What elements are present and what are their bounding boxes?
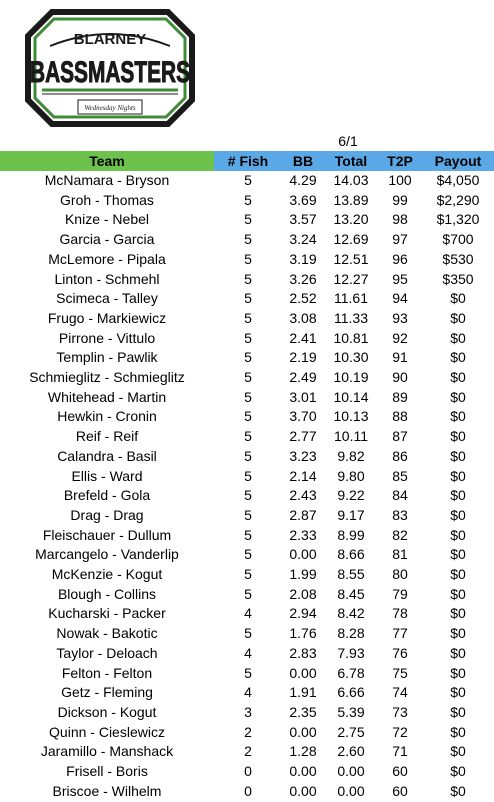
payout-cell: $1,320 bbox=[436, 211, 480, 228]
fish-count-cell: 5 bbox=[244, 329, 252, 346]
t2p-points-cell: 95 bbox=[392, 270, 408, 287]
big-bass-cell: 3.24 bbox=[289, 231, 317, 248]
big-bass-cell: 2.43 bbox=[289, 487, 317, 504]
payout-cell: $0 bbox=[450, 546, 466, 563]
big-bass-cell: 0.00 bbox=[289, 723, 317, 740]
standings-rows bbox=[0, 171, 494, 802]
t2p-points-cell: 79 bbox=[392, 585, 408, 602]
payout-cell: $0 bbox=[450, 743, 466, 760]
payout-cell: $0 bbox=[450, 526, 466, 543]
payout-cell: $0 bbox=[450, 487, 466, 504]
logo-badge-icon bbox=[20, 8, 200, 128]
table-row bbox=[0, 545, 494, 565]
team-cell: Jaramillo - Manshack bbox=[40, 743, 174, 760]
t2p-points-cell: 73 bbox=[392, 703, 408, 720]
event-date: 6/1 bbox=[338, 133, 358, 149]
table-row bbox=[0, 250, 494, 270]
header-bb: BB bbox=[282, 151, 324, 171]
team-cell: Marcangelo - Vanderlip bbox=[35, 546, 179, 563]
big-bass-cell: 2.77 bbox=[289, 428, 317, 445]
team-cell: Briscoe - Wilhelm bbox=[52, 782, 162, 799]
table-row bbox=[0, 604, 494, 624]
big-bass-cell: 3.19 bbox=[289, 250, 317, 267]
team-cell: Scimeca - Talley bbox=[56, 290, 158, 307]
table-row bbox=[0, 407, 494, 427]
big-bass-cell: 0.00 bbox=[289, 664, 317, 681]
big-bass-cell: 0.00 bbox=[289, 782, 317, 799]
logo-tagline: Wednesday Nights bbox=[84, 104, 136, 112]
big-bass-cell: 2.14 bbox=[289, 467, 317, 484]
payout-cell: $0 bbox=[450, 309, 466, 326]
table-row bbox=[0, 782, 494, 802]
fish-count-cell: 2 bbox=[244, 743, 252, 760]
fish-count-cell: 4 bbox=[244, 684, 252, 701]
big-bass-cell: 1.99 bbox=[289, 566, 317, 583]
payout-cell: $0 bbox=[450, 763, 466, 780]
total-weight-cell: 11.61 bbox=[334, 290, 368, 307]
fish-count-cell: 5 bbox=[244, 467, 252, 484]
t2p-points-cell: 72 bbox=[392, 723, 408, 740]
payout-cell: $0 bbox=[450, 467, 466, 484]
total-weight-cell: 12.69 bbox=[333, 231, 369, 248]
team-cell: Taylor - Deloach bbox=[56, 644, 158, 661]
fish-count-cell: 5 bbox=[244, 408, 252, 425]
payout-cell: $0 bbox=[450, 329, 466, 346]
t2p-points-cell: 78 bbox=[392, 605, 408, 622]
t2p-points-cell: 82 bbox=[392, 526, 408, 543]
payout-cell: $530 bbox=[442, 250, 474, 267]
payout-cell: $0 bbox=[450, 388, 466, 405]
team-cell: Nowak - Bakotic bbox=[56, 625, 158, 642]
big-bass-cell: 1.28 bbox=[289, 743, 317, 760]
fish-count-cell: 5 bbox=[244, 290, 252, 307]
big-bass-cell: 1.91 bbox=[289, 684, 317, 701]
table-row bbox=[0, 348, 494, 368]
fish-count-cell: 5 bbox=[244, 388, 252, 405]
fish-count-cell: 2 bbox=[244, 723, 252, 740]
big-bass-cell: 2.19 bbox=[289, 349, 317, 366]
t2p-points-cell: 76 bbox=[392, 644, 408, 661]
total-weight-cell: 13.89 bbox=[333, 191, 369, 208]
team-cell: Garcia - Garcia bbox=[59, 231, 155, 248]
t2p-points-cell: 75 bbox=[392, 664, 408, 681]
total-weight-cell: 12.27 bbox=[333, 270, 369, 287]
total-weight-cell: 5.39 bbox=[337, 703, 365, 720]
logo-line1: BLARNEY bbox=[73, 31, 147, 48]
payout-cell: $0 bbox=[450, 290, 466, 307]
table-row bbox=[0, 388, 494, 408]
fish-count-cell: 4 bbox=[244, 644, 252, 661]
total-weight-cell: 8.55 bbox=[337, 566, 365, 583]
t2p-points-cell: 88 bbox=[392, 408, 408, 425]
t2p-points-cell: 85 bbox=[392, 467, 408, 484]
total-weight-cell: 8.45 bbox=[337, 585, 365, 602]
logo-line2: BASSMASTERS bbox=[30, 56, 190, 89]
total-weight-cell: 8.28 bbox=[337, 625, 365, 642]
big-bass-cell: 3.69 bbox=[289, 191, 317, 208]
table-row bbox=[0, 742, 494, 762]
team-cell: Frugo - Markiewicz bbox=[47, 309, 167, 326]
payout-cell: $0 bbox=[450, 625, 466, 642]
total-weight-cell: 9.17 bbox=[337, 506, 365, 523]
fish-count-cell: 5 bbox=[244, 250, 252, 267]
fish-count-cell: 5 bbox=[244, 625, 252, 642]
t2p-points-cell: 60 bbox=[392, 763, 408, 780]
total-weight-cell: 10.81 bbox=[333, 329, 369, 346]
payout-cell: $0 bbox=[450, 644, 466, 661]
team-cell: Dickson - Kogut bbox=[57, 703, 157, 720]
header-fish: # Fish bbox=[214, 151, 282, 171]
big-bass-cell: 3.57 bbox=[289, 211, 317, 228]
total-weight-cell: 9.82 bbox=[337, 447, 365, 464]
table-row bbox=[0, 506, 494, 526]
t2p-points-cell: 100 bbox=[388, 172, 412, 188]
t2p-points-cell: 81 bbox=[392, 546, 408, 563]
payout-cell: $0 bbox=[450, 349, 466, 366]
payout-cell: $0 bbox=[450, 605, 466, 622]
fish-count-cell: 5 bbox=[244, 428, 252, 445]
fish-count-cell: 5 bbox=[244, 447, 252, 464]
table-row bbox=[0, 486, 494, 506]
team-cell: McNamara - Bryson bbox=[44, 172, 170, 188]
team-cell: Brefeld - Gola bbox=[63, 487, 151, 504]
t2p-points-cell: 89 bbox=[392, 388, 408, 405]
total-weight-cell: 10.13 bbox=[333, 408, 369, 425]
fish-count-cell: 5 bbox=[244, 349, 252, 366]
big-bass-cell: 3.01 bbox=[289, 388, 317, 405]
payout-cell: $2,290 bbox=[436, 191, 480, 208]
big-bass-cell: 3.08 bbox=[289, 309, 317, 326]
team-cell: Getz - Fleming bbox=[61, 684, 153, 701]
total-weight-cell: 6.66 bbox=[337, 684, 365, 701]
payout-cell: $4,050 bbox=[436, 172, 480, 188]
big-bass-cell: 1.76 bbox=[289, 625, 317, 642]
team-cell: Drag - Drag bbox=[70, 506, 144, 523]
header-team: Team bbox=[0, 151, 214, 171]
t2p-points-cell: 91 bbox=[392, 349, 408, 366]
payout-cell: $350 bbox=[442, 270, 474, 287]
table-row bbox=[0, 565, 494, 585]
big-bass-cell: 0.00 bbox=[289, 546, 317, 563]
fish-count-cell: 5 bbox=[244, 270, 252, 287]
team-cell: Groh - Thomas bbox=[60, 191, 154, 208]
table-row bbox=[0, 467, 494, 487]
total-weight-cell: 10.14 bbox=[333, 388, 369, 405]
total-weight-cell: 7.93 bbox=[337, 644, 365, 661]
big-bass-cell: 2.94 bbox=[289, 605, 317, 622]
table-row bbox=[0, 585, 494, 605]
total-weight-cell: 0.00 bbox=[337, 782, 365, 799]
total-weight-cell: 6.78 bbox=[337, 664, 365, 681]
fish-count-cell: 5 bbox=[244, 309, 252, 326]
table-row bbox=[0, 210, 494, 230]
team-cell: Pirrone - Vittulo bbox=[58, 329, 156, 346]
team-cell: Reif - Reif bbox=[75, 428, 139, 445]
t2p-points-cell: 60 bbox=[392, 782, 408, 799]
fish-count-cell: 4 bbox=[244, 605, 252, 622]
t2p-points-cell: 71 bbox=[392, 743, 408, 760]
t2p-points-cell: 93 bbox=[392, 309, 408, 326]
payout-cell: $0 bbox=[450, 703, 466, 720]
payout-cell: $0 bbox=[450, 506, 466, 523]
big-bass-cell: 3.26 bbox=[289, 270, 317, 287]
t2p-points-cell: 84 bbox=[392, 487, 408, 504]
big-bass-cell: 2.83 bbox=[289, 644, 317, 661]
big-bass-cell: 3.70 bbox=[289, 408, 317, 425]
t2p-points-cell: 74 bbox=[392, 684, 408, 701]
team-cell: Knize - Nebel bbox=[64, 211, 150, 228]
total-weight-cell: 9.80 bbox=[337, 467, 365, 484]
total-weight-cell: 11.33 bbox=[334, 309, 368, 326]
table-row bbox=[0, 664, 494, 684]
fish-count-cell: 5 bbox=[244, 506, 252, 523]
fish-count-cell: 5 bbox=[244, 664, 252, 681]
table-row bbox=[0, 171, 494, 191]
team-cell: Kucharski - Packer bbox=[48, 605, 166, 622]
fish-count-cell: 5 bbox=[244, 231, 252, 248]
fish-count-cell: 5 bbox=[244, 526, 252, 543]
t2p-points-cell: 77 bbox=[392, 625, 408, 642]
fish-count-cell: 5 bbox=[244, 585, 252, 602]
payout-cell: $0 bbox=[450, 408, 466, 425]
payout-cell: $0 bbox=[450, 428, 466, 445]
total-weight-cell: 8.99 bbox=[337, 526, 365, 543]
total-weight-cell: 8.42 bbox=[337, 605, 365, 622]
big-bass-cell: 2.08 bbox=[289, 585, 317, 602]
total-weight-cell: 2.60 bbox=[337, 743, 365, 760]
table-row bbox=[0, 624, 494, 644]
table-row bbox=[0, 191, 494, 211]
payout-cell: $0 bbox=[450, 782, 466, 799]
big-bass-cell: 2.35 bbox=[289, 703, 317, 720]
header-t2p: T2P bbox=[378, 151, 422, 171]
team-cell: Templin - Pawlik bbox=[56, 349, 158, 366]
team-cell: Hewkin - Cronin bbox=[57, 408, 157, 425]
payout-cell: $0 bbox=[450, 566, 466, 583]
t2p-points-cell: 87 bbox=[392, 428, 408, 445]
total-weight-cell: 10.30 bbox=[333, 349, 369, 366]
total-weight-cell: 8.66 bbox=[337, 546, 365, 563]
table-row bbox=[0, 289, 494, 309]
team-cell: Schmieglitz - Schmieglitz bbox=[29, 369, 185, 386]
team-cell: Felton - Felton bbox=[61, 664, 153, 681]
team-cell: Ellis - Ward bbox=[71, 467, 143, 484]
total-weight-cell: 13.20 bbox=[333, 211, 369, 228]
standings-table bbox=[0, 151, 494, 802]
total-weight-cell: 12.51 bbox=[333, 250, 369, 267]
table-row bbox=[0, 427, 494, 447]
table-header-row bbox=[0, 151, 494, 171]
table-row bbox=[0, 230, 494, 250]
fish-count-cell: 3 bbox=[244, 703, 252, 720]
big-bass-cell: 4.29 bbox=[289, 172, 317, 188]
total-weight-cell: 14.03 bbox=[333, 172, 369, 188]
t2p-points-cell: 90 bbox=[392, 369, 408, 386]
team-cell: Calandra - Basil bbox=[57, 447, 157, 464]
t2p-points-cell: 92 bbox=[392, 329, 408, 346]
team-cell: Quinn - Cieslewicz bbox=[49, 723, 165, 740]
payout-cell: $700 bbox=[442, 231, 474, 248]
table-row bbox=[0, 644, 494, 664]
t2p-points-cell: 96 bbox=[392, 250, 408, 267]
big-bass-cell: 2.33 bbox=[289, 526, 317, 543]
team-cell: Linton - Schmehl bbox=[54, 270, 160, 287]
fish-count-cell: 5 bbox=[244, 191, 252, 208]
t2p-points-cell: 98 bbox=[392, 211, 408, 228]
payout-cell: $0 bbox=[450, 723, 466, 740]
team-cell: McKenzie - Kogut bbox=[51, 566, 163, 583]
fish-count-cell: 0 bbox=[244, 763, 252, 780]
team-cell: Fleischauer - Dullum bbox=[42, 526, 172, 543]
header-total: Total bbox=[324, 151, 378, 171]
big-bass-cell: 2.52 bbox=[289, 290, 317, 307]
payout-cell: $0 bbox=[450, 585, 466, 602]
payout-cell: $0 bbox=[450, 447, 466, 464]
table-row bbox=[0, 703, 494, 723]
total-weight-cell: 10.19 bbox=[333, 369, 369, 386]
t2p-points-cell: 83 bbox=[392, 506, 408, 523]
total-weight-cell: 0.00 bbox=[337, 763, 365, 780]
table-row bbox=[0, 329, 494, 349]
table-row bbox=[0, 368, 494, 388]
big-bass-cell: 2.41 bbox=[289, 329, 317, 346]
big-bass-cell: 3.23 bbox=[289, 447, 317, 464]
fish-count-cell: 5 bbox=[244, 487, 252, 504]
fish-count-cell: 5 bbox=[244, 369, 252, 386]
team-cell: Whitehead - Martin bbox=[47, 388, 167, 405]
t2p-points-cell: 86 bbox=[392, 447, 408, 464]
table-row bbox=[0, 447, 494, 467]
t2p-points-cell: 94 bbox=[392, 290, 408, 307]
table-row bbox=[0, 683, 494, 703]
table-row bbox=[0, 762, 494, 782]
total-weight-cell: 9.22 bbox=[337, 487, 365, 504]
big-bass-cell: 2.49 bbox=[289, 369, 317, 386]
big-bass-cell: 2.87 bbox=[289, 506, 317, 523]
payout-cell: $0 bbox=[450, 664, 466, 681]
table-row bbox=[0, 270, 494, 290]
team-cell: Frisell - Boris bbox=[66, 763, 148, 780]
header-payout: Payout bbox=[422, 151, 494, 171]
fish-count-cell: 5 bbox=[244, 172, 252, 188]
fish-count-cell: 0 bbox=[244, 782, 252, 799]
team-cell: Blough - Collins bbox=[57, 585, 157, 602]
big-bass-cell: 0.00 bbox=[289, 763, 317, 780]
t2p-points-cell: 97 bbox=[392, 231, 408, 248]
league-logo bbox=[20, 8, 200, 128]
fish-count-cell: 5 bbox=[244, 211, 252, 228]
total-weight-cell: 2.75 bbox=[337, 723, 365, 740]
table-row bbox=[0, 723, 494, 743]
fish-count-cell: 5 bbox=[244, 566, 252, 583]
table-row bbox=[0, 309, 494, 329]
t2p-points-cell: 99 bbox=[392, 191, 408, 208]
payout-cell: $0 bbox=[450, 684, 466, 701]
payout-cell: $0 bbox=[450, 369, 466, 386]
t2p-points-cell: 80 bbox=[392, 566, 408, 583]
total-weight-cell: 10.11 bbox=[334, 428, 368, 445]
table-row bbox=[0, 526, 494, 546]
fish-count-cell: 5 bbox=[244, 546, 252, 563]
team-cell: McLemore - Pipala bbox=[48, 250, 166, 267]
